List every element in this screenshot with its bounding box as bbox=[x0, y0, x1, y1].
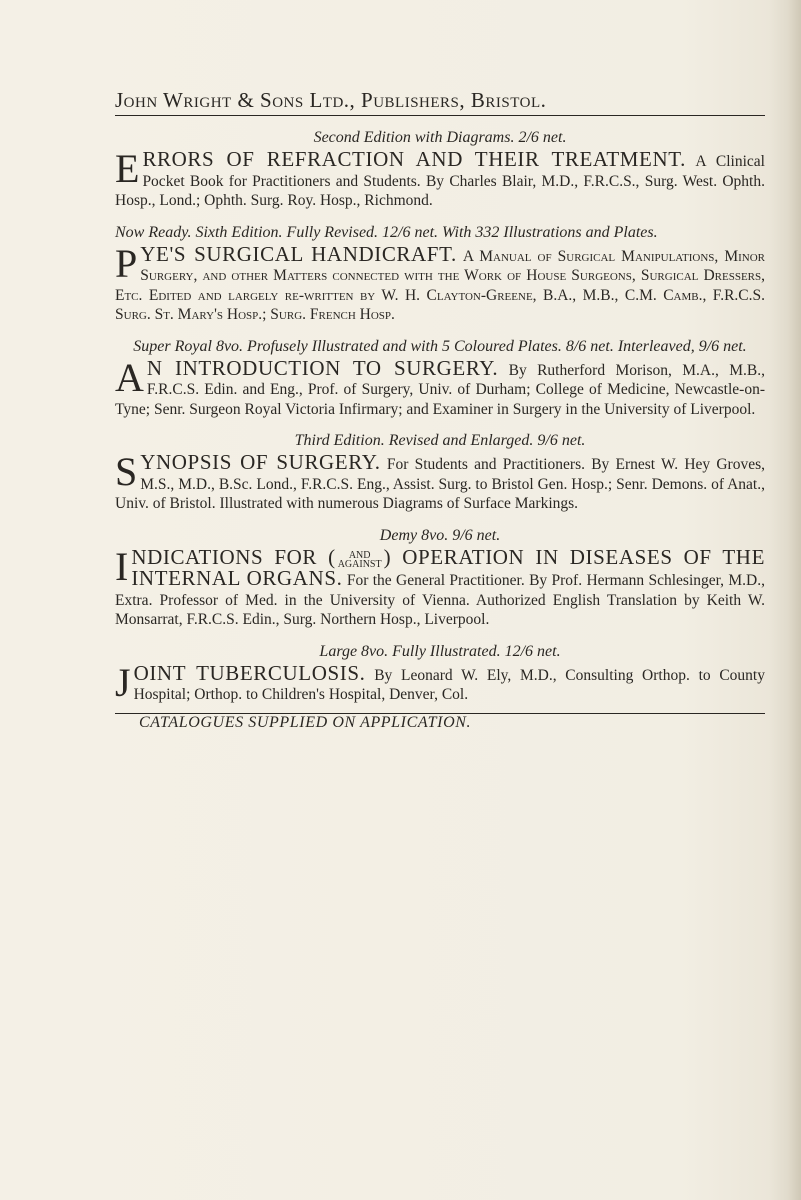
entry-title: N INTRODUCTION TO SURGERY. bbox=[146, 355, 499, 380]
entry-body bbox=[115, 354, 765, 420]
entry-description: A Clinical Pocket Book for Practitioners and Students. By Charles Blair, M.D., F.R.C.S., Surg. West. Ophth. Hosp., Lond.; Ophth. Surg. Roy. Hosp., Richmond. bbox=[115, 153, 765, 209]
drop-capital: I bbox=[115, 543, 129, 589]
drop-capital: P bbox=[115, 240, 138, 286]
entry-title: YE'S SURGICAL HANDICRAFT. bbox=[140, 241, 457, 266]
entry-title: YNOPSIS OF SURGERY. bbox=[140, 450, 381, 474]
entry-body bbox=[115, 543, 766, 630]
entry-description: By Leonard W. Ely, M.D., Consulting Orthop. to County Hospital; Orthop. to Children's Hospital, Denver, Col. bbox=[133, 666, 765, 703]
drop-capital: J bbox=[115, 659, 131, 705]
entry-description: A Manual of Surgical Manipulations, Minor Surgery, and other Matters connected with the Work of House Surgeons, Surgical Dressers, Etc. Edited and largely re-written by W. H. Clayton-Greene, B.A., M.B., C.M. Camb., F.R.C.S. Surg. St. Mary's Hosp.; Surg. French Hosp. bbox=[115, 247, 765, 323]
book-entry-joint-tuberculosis bbox=[115, 642, 765, 705]
entry-edition-note: Super Royal 8vo. Profusely Illustrated and with 5 Coloured Plates. 8/6 net. Interleaved, 9/6 net. bbox=[133, 337, 747, 355]
entry-edition-note: Demy 8vo. 9/6 net. bbox=[379, 526, 501, 544]
entry-title: OINT TUBERCULOSIS. bbox=[133, 660, 366, 685]
drop-capital: S bbox=[115, 449, 138, 494]
catalogue-footer: CATALOGUES SUPPLIED ON APPLICATION. bbox=[115, 713, 765, 732]
advertisement-column bbox=[115, 88, 765, 732]
drop-capital: E bbox=[115, 146, 140, 191]
entry-description: For Students and Practitioners. By Ernest W. Hey Groves, M.S., M.D., B.Sc. Lond., F.R.C.S. Eng., Assist. Surg. to Bristol Gen. Hosp.; Senr. Demons. of Anat., Univ. of Bristol. Illustrated with numerous Diagrams of Surface Markings. bbox=[115, 456, 765, 512]
entry-title-part-a: NDICATIONS FOR ( bbox=[131, 544, 336, 569]
entry-body bbox=[115, 146, 765, 211]
entry-body bbox=[115, 240, 765, 325]
drop-capital: A bbox=[115, 354, 144, 400]
stacked-words bbox=[338, 551, 382, 569]
entry-edition-note: Third Edition. Revised and Enlarged. 9/6 net. bbox=[294, 432, 586, 449]
entry-body bbox=[115, 449, 765, 514]
page-edge bbox=[787, 0, 801, 1200]
book-entry-errors-of-refraction bbox=[115, 128, 765, 211]
book-entry-synopsis-of-surgery bbox=[115, 431, 765, 514]
entry-title: RRORS OF REFRACTION AND THEIR TREATMENT. bbox=[142, 147, 686, 171]
entry-edition-note: Large 8vo. Fully Illustrated. 12/6 net. bbox=[319, 642, 561, 660]
entry-description: For the General Practitioner. By Prof. Hermann Schlesinger, M.D., Extra. Professor of Med. in the University of Vienna. Authorized English Translation by Keith W. Monsarrat, F.R.C.S. Edin., Surg. Northern Hosp., Liverpool. bbox=[115, 572, 765, 628]
entry-title-part-b: ) OPERATION IN DISEASES OF THE INTERNAL ORGANS. bbox=[131, 544, 766, 590]
stacked-bottom: AGAINST bbox=[337, 558, 382, 570]
entry-body bbox=[115, 659, 765, 705]
entry-edition-note: Second Edition with Diagrams. 2/6 net. bbox=[313, 129, 567, 146]
stacked-top: AND bbox=[348, 549, 371, 561]
entry-description: By Rutherford Morison, M.A., M.B., F.R.C.S. Edin. and Eng., Prof. of Surgery, Univ. of Durham; College of Medicine, Newcastle-on-Tyne; Senr. Surgeon Royal Victoria Infirmary; and Examiner in Surgery in the University of Liverpool. bbox=[115, 361, 765, 418]
book-entry-indications-for-operation bbox=[115, 526, 765, 630]
entry-edition-note: Now Ready. Sixth Edition. Fully Revised. 12/6 net. With 332 Illustrations and Plates. bbox=[115, 223, 658, 241]
book-entry-pyes-surgical-handicraft bbox=[115, 223, 765, 325]
publisher-header: John Wright & Sons Ltd., Publishers, Bristol. bbox=[115, 88, 765, 116]
book-entry-introduction-to-surgery bbox=[115, 337, 765, 420]
